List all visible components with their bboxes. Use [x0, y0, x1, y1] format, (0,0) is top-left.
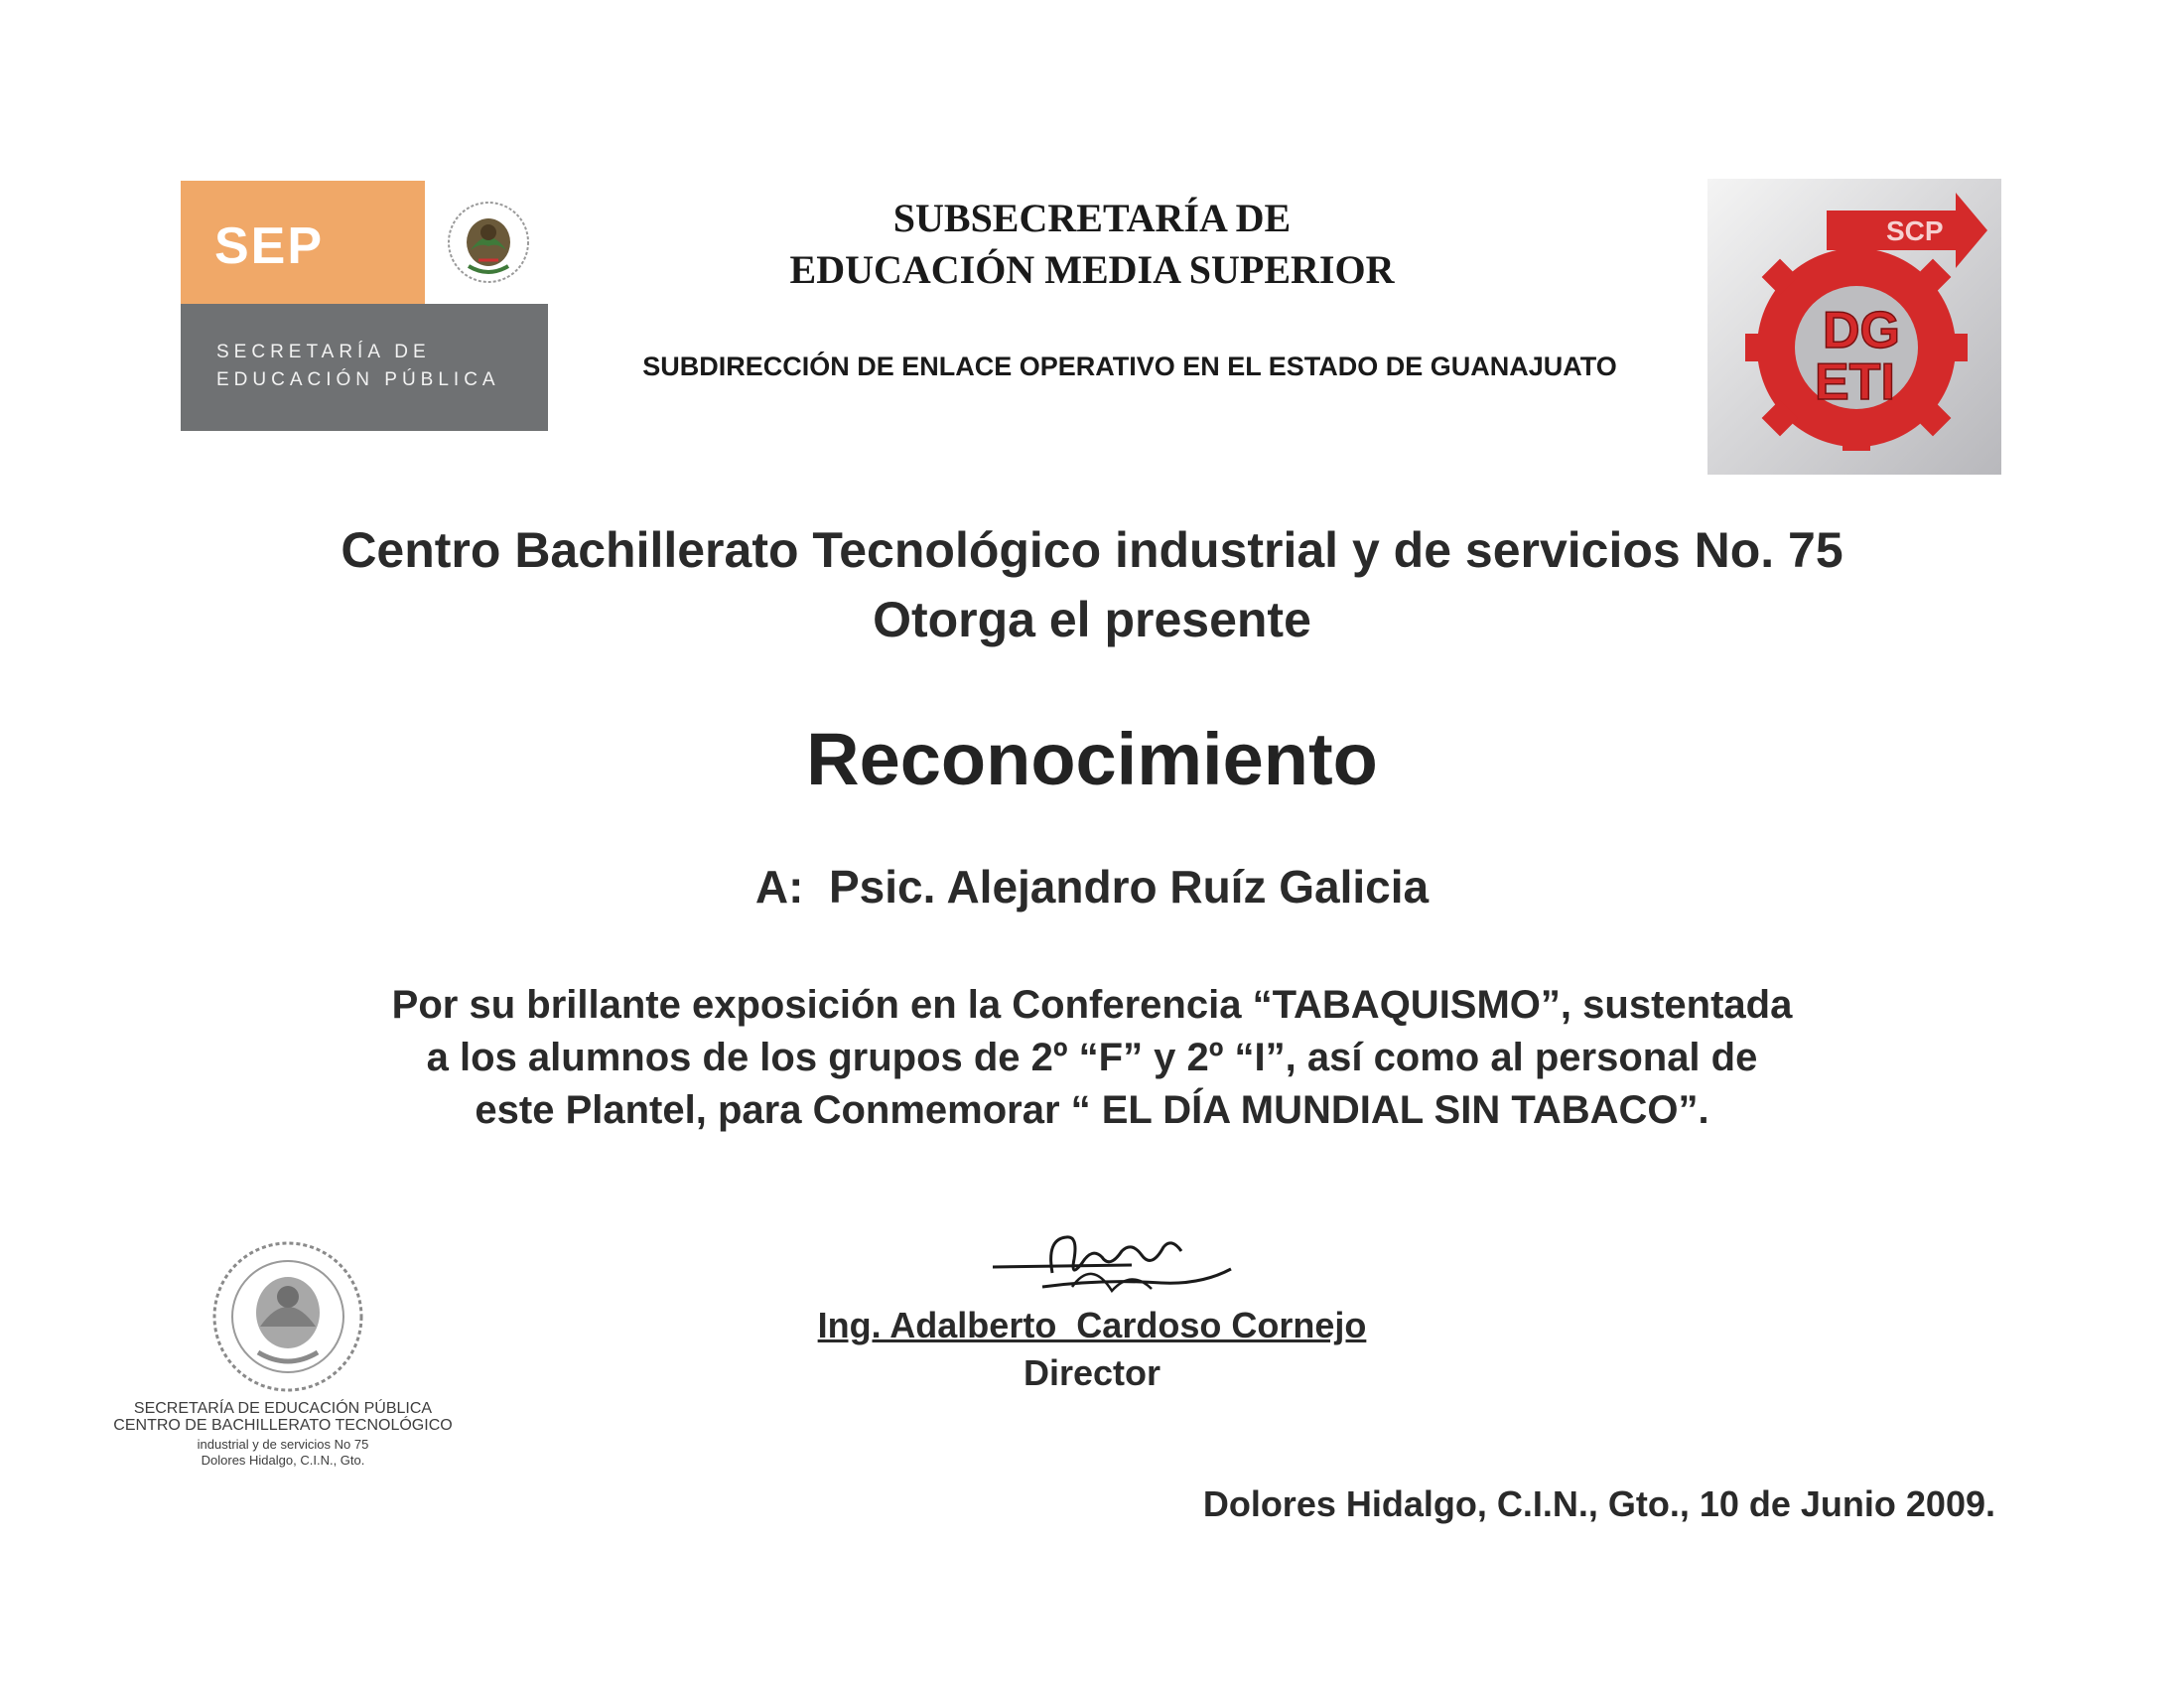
stamp-line-1: SECRETARÍA DE EDUCACIÓN PÚBLICA — [133, 1400, 433, 1417]
reason-line-2: a los alumnos de los grupos de 2º “F” y 2º “I”, así como al personal de — [426, 1036, 1758, 1079]
header-title-line1: SUBSECRETARÍA DE — [892, 196, 1292, 240]
school-name: Centro Bachillerato Tecnológico industrial y de servicios No. 75 — [341, 522, 1843, 578]
signer-name-text: Ing. Adalberto Cardoso Cornejo — [817, 1305, 1367, 1345]
sep-logo — [181, 181, 548, 431]
dgeti-gear-text-top: DG — [1823, 302, 1900, 359]
official-seal-icon — [208, 1237, 367, 1396]
dgeti-gear-text-bottom: ETI — [1815, 353, 1895, 411]
stamp-line-4: Dolores Hidalgo, C.I.N., Gto. — [201, 1453, 365, 1468]
certificate-title: Reconocimiento — [806, 718, 1378, 800]
signer-name — [695, 1305, 1489, 1346]
sep-logo-orange-block — [181, 181, 425, 304]
sep-logo-mark: SEP — [214, 217, 325, 275]
reason-line-1: Por su brillante exposición en la Conferencia “TABAQUISMO”, sustentada — [391, 983, 1793, 1027]
handwritten-signature-icon — [983, 1229, 1241, 1309]
sep-logo-subtitle-line1: SECRETARÍA DE — [216, 342, 431, 362]
place-and-date: Dolores Hidalgo, C.I.N., Gto., 10 de Junio 2009. — [1202, 1483, 1995, 1524]
sep-logo-subtitle-line2: EDUCACIÓN PÚBLICA — [216, 369, 500, 390]
recipient-line: A: Psic. Alejandro Ruíz Galicia — [754, 861, 1430, 913]
dgeti-logo — [1707, 179, 2001, 475]
signer-role: Director — [1023, 1352, 1161, 1393]
stamp-line-3: industrial y de servicios No 75 — [197, 1437, 369, 1452]
reason-line-3: este Plantel, para Conmemorar “ EL DÍA MUNDIAL SIN TABACO”. — [475, 1088, 1709, 1132]
sep-logo-grey-block — [181, 304, 548, 431]
header-subdirection: SUBDIRECCIÓN DE ENLACE OPERATIVO EN EL ESTADO DE GUANAJUATO — [642, 352, 1617, 381]
header-title-line2: EDUCACIÓN MEDIA SUPERIOR — [789, 247, 1395, 292]
grant-line: Otorga el presente — [873, 592, 1311, 647]
gear-logo-icon — [1707, 179, 2001, 475]
mexican-coat-of-arms-icon — [439, 191, 538, 290]
dgeti-arrow-text: SCP — [1886, 215, 1944, 246]
stamp-line-2: CENTRO DE BACHILLERATO TECNOLÓGICO — [113, 1417, 453, 1434]
